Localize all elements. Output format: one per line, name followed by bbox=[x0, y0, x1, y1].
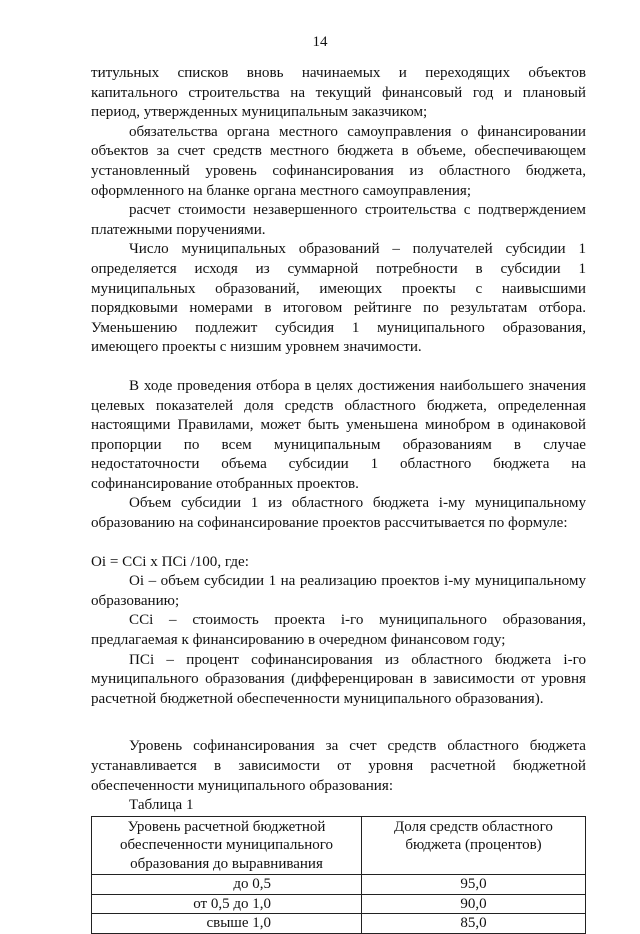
definition: Оi – объем субсидии 1 на реализацию проектов i-му муниципальному образованию; bbox=[91, 573, 586, 609]
page-number: 14 bbox=[312, 34, 328, 50]
table-cell-level: до 0,5 bbox=[92, 875, 362, 895]
table-header-share: Доля средств областного бюджета (процентов) bbox=[362, 816, 586, 875]
table-cell-share: 85,0 bbox=[362, 914, 586, 934]
paragraph: обязательства органа местного самоуправления о финансировании объектов за счет средств местного бюджета в объеме, обеспечивающем установленный уровень софинансирования из областного бюджета, оформленного на бланке органа местного самоуправления; bbox=[91, 123, 586, 199]
table-cell-share: 90,0 bbox=[362, 894, 586, 914]
table-row bbox=[92, 875, 586, 895]
table-row bbox=[92, 894, 586, 914]
definition: ПСi – процент софинансирования из областного бюджета i-го муниципального образования (дифференцирован в зависимости от уровня расчетной бюджетной обеспеченности муниципального образования). bbox=[91, 651, 586, 707]
paragraph: Число муниципальных образований – получателей субсидии 1 определяется исходя из суммарной потребности в субсидии 1 муниципальных образований, имеющих проекты с наивысшими порядковыми номерами в итоговом рейтинге по результатам отбора. Уменьшению подлежит субсидия 1 муниципального образования, имеющего проекты с низшим уровнем значимости. bbox=[91, 241, 586, 356]
table-row bbox=[92, 914, 586, 934]
table-caption: Таблица 1 bbox=[129, 797, 194, 814]
definition: ССi – стоимость проекта i-го муниципального образования, предлагаемая к финансированию в очередном финансовом году; bbox=[91, 612, 586, 649]
table-cell-share: 95,0 bbox=[362, 875, 586, 895]
table-header-level: Уровень расчетной бюджетной обеспеченности муниципального образования до выравнивания bbox=[92, 816, 362, 875]
table-cell-level: свыше 1,0 bbox=[92, 914, 362, 934]
paragraph: титульных списков вновь начинаемых и переходящих объектов капитального строительства на текущий финансовый год и плановый период, утвержденных муниципальным заказчиком; bbox=[91, 65, 586, 121]
table-header-row bbox=[92, 816, 586, 875]
paragraph: Объем субсидии 1 из областного бюджета i-му муниципальному образованию на софинансирование проектов рассчитывается по формуле: bbox=[91, 495, 586, 532]
formula: Оi = ССi х ПСi /100, где: bbox=[91, 553, 249, 570]
paragraph: В ходе проведения отбора в целях достижения наибольшего значения целевых показателей доля средств областного бюджета, определенная настоящими Правилами, может быть уменьшена минобром в одинаковой пропорции по всем муниципальным образованиям в случае недостаточности объема субсидии 1 областного бюджета на софинансирование отобранных проектов. bbox=[91, 377, 586, 492]
paragraph: Уровень софинансирования за счет средств областного бюджета устанавливается в зависимости от уровня расчетной бюджетной обеспеченности муниципального образования: bbox=[91, 738, 586, 794]
table-cell-level: от 0,5 до 1,0 bbox=[92, 894, 362, 914]
paragraph: расчет стоимости незавершенного строительства с подтверждением платежными поручениями. bbox=[91, 202, 586, 238]
document-body bbox=[91, 64, 586, 934]
cofinancing-table bbox=[91, 816, 586, 934]
